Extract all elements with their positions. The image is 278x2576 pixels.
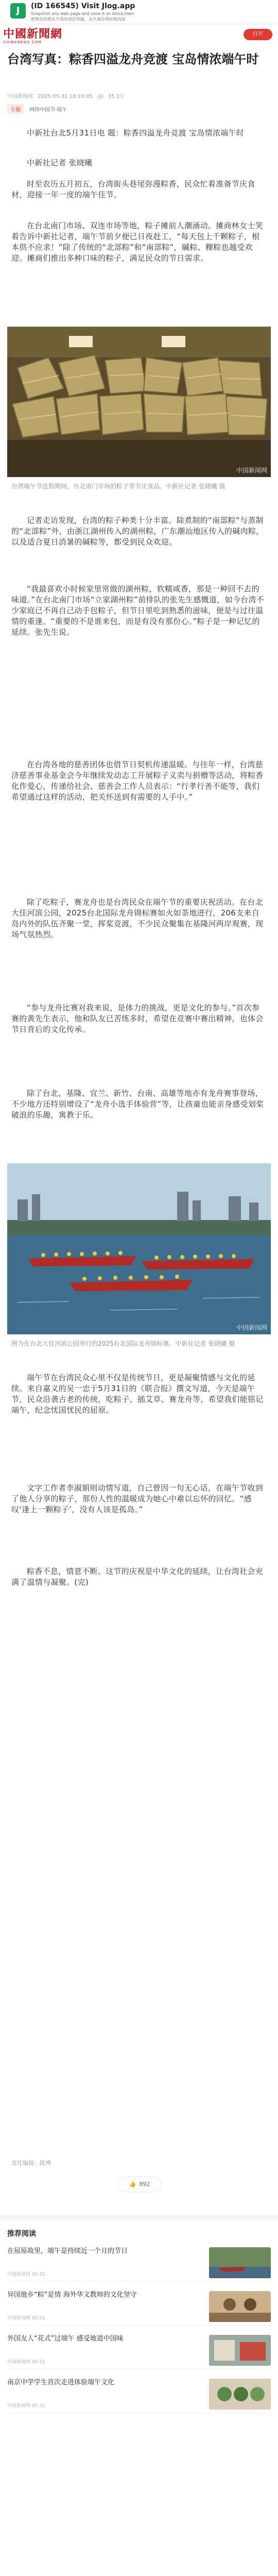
paragraph: 时至农历五月初五，台湾街头巷尾弥漫粽香，民众忙着准备节庆食材，迎接一年一度的端午佳节。 [11,179,255,199]
recommend-item-title[interactable]: 南京中学学生首次走进体验端午文化 [7,2379,115,2386]
recommend-item[interactable] [7,2290,271,2326]
topic-row[interactable] [7,104,67,114]
photo-zongzi [7,327,271,477]
recommend-item[interactable] [7,2334,271,2369]
photo-dragon-boat [7,1163,271,1334]
recommend-item-thumbnail[interactable] [209,2247,271,2278]
paragraph-dateline: 中新社台北5月31日电 题：粽香四溢龙舟竞渡 宝岛情浓端午时 [27,128,245,138]
recommend-item-thumbnail[interactable] [209,2335,271,2366]
article-datetime: 2025-05-31 18:19:05 [38,94,93,99]
paragraph: 在台湾各地的慈善团体也借节日契机传递温暖。与往年一样，台湾慈济慈善事业基金会今年继续发动志工开展粽子义卖与捐赠等活动，将粽香化作爱心，传递给社会、慈善会工作人员表示：“行孝行善不能等，我们希望通过这样的活动，把关怀送到有需要的人手中。” [11,760,264,802]
paragraph: 文字工作者李淑娟则动情写道，自己曾因一句无心话，在端午节收到了他人分享的粽子，那份人性的温暖成为她心中难以忘怀的回忆。“感叹‘逢上一颗粽子’，没有人该是孤岛。” [11,1483,264,1514]
article-title: 台湾写真：粽香四溢龙舟竞渡 宝岛情浓端午时 [7,52,259,66]
jlog-subtitle-cn: 把网页快照永久保存到区块链，永久保存网址和内容 [31,17,126,22]
article-editor: 责任编辑：陈博 [11,2160,51,2166]
recommend-item[interactable] [7,2378,271,2413]
like-button[interactable] [117,2177,162,2192]
photo-caption: 台湾端午节连假期间，台北南门市场的粽子等节庆食品。中新社记者 张晓曦 摄 [11,483,225,490]
jlog-subtitle-en: Snapshot any web page and save it on blockchain [31,11,134,16]
site-logo-cn: 中國新聞網 [3,27,63,41]
article-views: 35.3万 [108,94,125,99]
photo-watermark: 中国新闻网 [236,1324,267,1331]
recommend-item-thumbnail[interactable] [209,2379,271,2410]
paragraph: 端午节在台湾民众心里不仅是传统节日，更是凝聚情感与文化的延续。来自嘉义的吴一忠于5月31日的《联合报》撰文写道，今天是端午节，民众沿袭古老的传统，吃粽子、插艾草、赛龙舟等，希望我们能铭记端午，纪念忧国忧民的屈原。 [11,1373,264,1415]
recommend-title: 推荐阅读 [7,2230,36,2238]
jlog-title[interactable]: (ID 166545) Visit Jlog.app [31,2,135,10]
footer-logo [85,2573,151,2576]
site-logo[interactable] [3,28,62,44]
open-app-button[interactable]: 打开 [244,29,272,40]
like-count: 892 [139,2181,150,2188]
recommend-item-meta: 中国新闻网 05-31 [7,2360,46,2365]
paragraph: 除了台北，基隆、宜兰、新竹、台南、高雄等地亦有龙舟赛事登场，不少地方还特别增设了“龙舟小选手体验营”等，让孩童也能亲身感受划桨破浪的乐趣，寓教于乐。 [11,1089,264,1120]
recommend-item-title[interactable]: 在屈原故里，端午是持续近一个月的节日 [7,2247,128,2255]
recommend-item-title[interactable]: 外国友人“花式”过端午 感受地道中国味 [7,2335,124,2343]
recommend-item-meta: 中国新闻网 05-31 [7,2272,46,2277]
article-source: 中国新闻网 [7,94,33,99]
recommend-item[interactable] [7,2246,271,2282]
paragraph-byline: 中新社记者 张晓曦 [27,158,93,167]
article-meta [7,92,128,99]
jlog-banner[interactable] [0,0,278,24]
site-logo-en: CHINANEWS.COM [3,40,42,44]
thumbs-up-icon: 👍 [129,2181,136,2188]
jlog-logo-icon: J [10,3,26,19]
paragraph: “参与龙舟比赛对我来说，是体力的挑战，更是文化的参与。”首次参赛的黄先生表示，他和队友已苦练多时，希望在竞赛中赛出精神，也体会节日背后的文化传承。 [11,1003,264,1034]
section-divider [0,2215,278,2221]
recommend-item-title[interactable]: 异国他乡“粽”是情 海外华文教师的文化坚守 [7,2291,137,2299]
footer-app-promo [0,2568,278,2576]
photo-watermark: 中国新闻网 [236,467,267,474]
eye-icon [97,94,105,99]
recommend-item-meta: 中国新闻网 05-31 [7,2403,46,2409]
photo-caption: 图为在台北大佳河滨公园举行的2025台北国际龙舟锦标赛。中新社记者 张晓曦 摄 [11,1340,235,1347]
topic-tag[interactable]: 专题 [7,104,24,114]
paragraph: 在台北南门市场、双连市场等地，粽子摊前人潮涌动。摊商林女士笑着告诉中新社记者，端午节前夕便已日夜赶工，“每天包上千颗粽子，根本供不应求！”除了传统的“北部粽”和“南部粽”，碱粽、粿粽也越受欢迎。摊商们推出多种口味的粽子，满足民众的节日需求。 [11,221,264,263]
paragraph: “我最喜欢小时候家里常做的湖州粽，软糯咸香，那是一种回不去的味道。”在台北南门市场“立家湖州粽”前排队的张先生感慨道，如今台湾不少家庭已不再自己动手包粽子，但节日里吃到熟悉的滋味，便是与过往温情的重逢。“重要的不是谁来包，而是有没有那份心。”粽子是一种记忆的延续。张先生说。 [11,584,265,637]
topic-name[interactable]: 网络中国节·端午 [29,107,67,113]
paragraph-closing: 粽香不息，情意不断。这节的庆祝是中华文化的延续，让台湾社会充满了温情与凝聚。(完) [11,1567,264,1587]
site-header [0,24,278,49]
paragraph: 除了吃粽子，赛龙舟也是台湾民众在端午节的重要庆祝活动。在台北大佳河滨公园，2025台北国际龙舟锦标赛如火如荼地进行，206支来自岛内外的队伍齐聚一堂，挥桨竞渡，不少民众聚集在基隆河两岸观赛，现场气氛热烈。 [11,897,264,939]
paragraph: 记者走访发现，台湾的粽子种类十分丰富。除煮制的“南部粽”与蒸制的“北部粽”外，由浙江湖州传入的湖州粽，广东潮汕地区传入的碱肉粽，以及适合夏日消暑的碱粽等，都受到民众欢迎。 [11,516,264,547]
recommend-item-thumbnail[interactable] [209,2291,271,2322]
recommend-item-meta: 中国新闻网 05-31 [7,2316,46,2321]
